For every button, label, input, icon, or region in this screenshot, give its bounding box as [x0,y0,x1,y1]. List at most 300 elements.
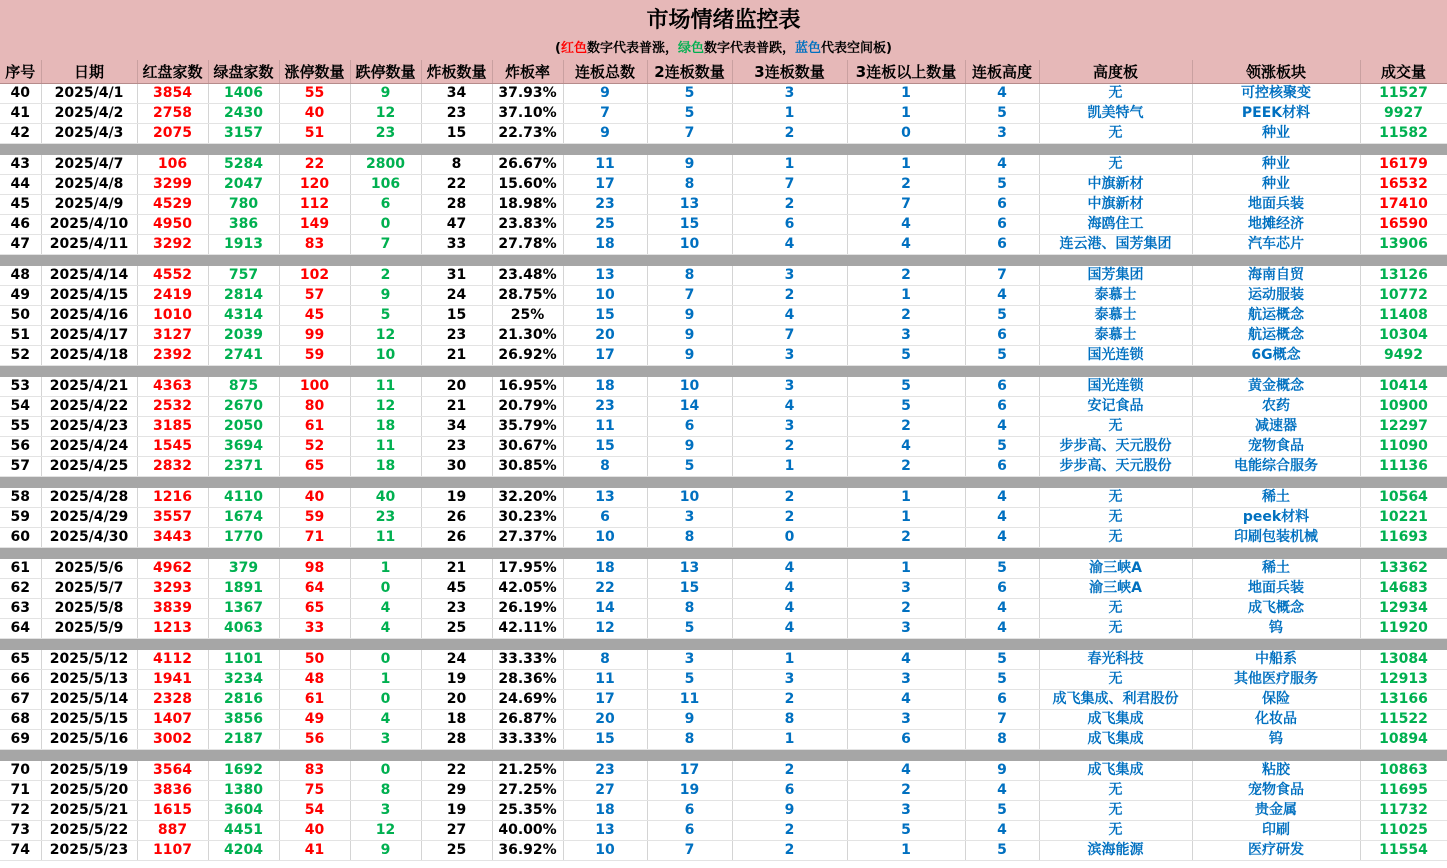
cell-leading-sector[interactable]: 稀土 [1192,488,1360,508]
cell-broken-board[interactable]: 28 [421,730,492,750]
cell-leading-sector[interactable]: PEEK材料 [1192,104,1360,124]
cell-height-board[interactable]: 中旗新材 [1039,175,1192,195]
cell-green-count[interactable]: 4110 [208,488,279,508]
cell-green-count[interactable]: 2816 [208,690,279,710]
cell-consecutive-height[interactable]: 5 [965,306,1039,326]
cell-consecutive-total[interactable]: 15 [563,437,647,457]
cell-index[interactable]: 44 [0,175,41,195]
cell-broken-rate[interactable]: 26.92% [492,346,563,366]
cell-3-consecutive[interactable]: 2 [732,195,847,215]
cell-3plus-consecutive[interactable]: 1 [847,508,965,528]
cell-broken-rate[interactable]: 26.67% [492,155,563,175]
cell-consecutive-total[interactable]: 17 [563,175,647,195]
cell-consecutive-total[interactable]: 10 [563,286,647,306]
cell-date[interactable]: 2025/4/24 [41,437,137,457]
cell-index[interactable]: 52 [0,346,41,366]
cell-broken-board[interactable]: 23 [421,599,492,619]
header-col-height-board[interactable]: 高度板 [1039,60,1192,84]
cell-consecutive-total[interactable]: 7 [563,104,647,124]
cell-limit-up[interactable]: 80 [279,397,350,417]
cell-index[interactable]: 49 [0,286,41,306]
cell-broken-rate[interactable]: 23.48% [492,266,563,286]
cell-green-count[interactable]: 1913 [208,235,279,255]
cell-broken-rate[interactable]: 21.25% [492,761,563,781]
cell-date[interactable]: 2025/5/9 [41,619,137,639]
cell-consecutive-height[interactable]: 5 [965,841,1039,861]
cell-consecutive-height[interactable]: 5 [965,801,1039,821]
cell-3plus-consecutive[interactable]: 5 [847,377,965,397]
cell-limit-up[interactable]: 149 [279,215,350,235]
cell-3plus-consecutive[interactable]: 2 [847,599,965,619]
cell-limit-down[interactable]: 11 [350,528,421,548]
cell-index[interactable]: 53 [0,377,41,397]
cell-broken-rate[interactable]: 32.20% [492,488,563,508]
cell-height-board[interactable]: 渝三峡A [1039,579,1192,599]
cell-3-consecutive[interactable]: 2 [732,286,847,306]
cell-green-count[interactable]: 2741 [208,346,279,366]
cell-red-count[interactable]: 3564 [137,761,208,781]
cell-broken-board[interactable]: 33 [421,235,492,255]
cell-2-consecutive[interactable]: 9 [647,437,732,457]
cell-consecutive-height[interactable]: 4 [965,155,1039,175]
cell-broken-rate[interactable]: 37.10% [492,104,563,124]
cell-limit-down[interactable]: 1 [350,670,421,690]
cell-3-consecutive[interactable]: 4 [732,599,847,619]
cell-height-board[interactable]: 无 [1039,84,1192,104]
cell-height-board[interactable]: 步步高、天元股份 [1039,457,1192,477]
cell-2-consecutive[interactable]: 8 [647,528,732,548]
cell-3-consecutive[interactable]: 2 [732,690,847,710]
cell-3plus-consecutive[interactable]: 5 [847,397,965,417]
cell-broken-rate[interactable]: 37.93% [492,84,563,104]
cell-height-board[interactable]: 无 [1039,528,1192,548]
cell-height-board[interactable]: 无 [1039,781,1192,801]
cell-date[interactable]: 2025/5/8 [41,599,137,619]
cell-index[interactable]: 43 [0,155,41,175]
cell-index[interactable]: 74 [0,841,41,861]
cell-broken-rate[interactable]: 21.30% [492,326,563,346]
cell-limit-up[interactable]: 52 [279,437,350,457]
cell-broken-rate[interactable]: 42.05% [492,579,563,599]
cell-2-consecutive[interactable]: 6 [647,821,732,841]
cell-3-consecutive[interactable]: 3 [732,266,847,286]
cell-height-board[interactable]: 无 [1039,670,1192,690]
cell-height-board[interactable]: 无 [1039,801,1192,821]
cell-consecutive-total[interactable]: 10 [563,528,647,548]
cell-index[interactable]: 69 [0,730,41,750]
cell-index[interactable]: 64 [0,619,41,639]
cell-2-consecutive[interactable]: 5 [647,104,732,124]
cell-green-count[interactable]: 379 [208,559,279,579]
cell-volume[interactable]: 16179 [1360,155,1447,175]
cell-green-count[interactable]: 4451 [208,821,279,841]
cell-limit-down[interactable]: 11 [350,377,421,397]
header-col-consecutive-total[interactable]: 连板总数 [563,60,647,84]
cell-leading-sector[interactable]: 航运概念 [1192,306,1360,326]
cell-index[interactable]: 50 [0,306,41,326]
cell-height-board[interactable]: 滨海能源 [1039,841,1192,861]
cell-red-count[interactable]: 1107 [137,841,208,861]
cell-volume[interactable]: 11522 [1360,710,1447,730]
cell-index[interactable]: 45 [0,195,41,215]
cell-leading-sector[interactable]: 海南自贸 [1192,266,1360,286]
cell-3-consecutive[interactable]: 2 [732,508,847,528]
cell-limit-down[interactable]: 3 [350,730,421,750]
cell-leading-sector[interactable]: 地面兵装 [1192,579,1360,599]
cell-consecutive-total[interactable]: 8 [563,457,647,477]
cell-consecutive-total[interactable]: 25 [563,215,647,235]
cell-limit-down[interactable]: 3 [350,801,421,821]
cell-limit-down[interactable]: 5 [350,306,421,326]
cell-limit-down[interactable]: 2 [350,266,421,286]
cell-3-consecutive[interactable]: 2 [732,761,847,781]
cell-index[interactable]: 41 [0,104,41,124]
cell-broken-rate[interactable]: 33.33% [492,650,563,670]
cell-volume[interactable]: 11136 [1360,457,1447,477]
cell-consecutive-total[interactable]: 18 [563,235,647,255]
cell-volume[interactable]: 10863 [1360,761,1447,781]
cell-height-board[interactable]: 国光连锁 [1039,377,1192,397]
cell-limit-up[interactable]: 75 [279,781,350,801]
cell-leading-sector[interactable]: 种业 [1192,155,1360,175]
cell-green-count[interactable]: 2670 [208,397,279,417]
cell-broken-rate[interactable]: 24.69% [492,690,563,710]
cell-date[interactable]: 2025/4/10 [41,215,137,235]
cell-volume[interactable]: 11920 [1360,619,1447,639]
cell-leading-sector[interactable]: 运动服装 [1192,286,1360,306]
cell-2-consecutive[interactable]: 3 [647,650,732,670]
cell-leading-sector[interactable]: 宠物食品 [1192,437,1360,457]
cell-leading-sector[interactable]: 电能综合服务 [1192,457,1360,477]
cell-consecutive-height[interactable]: 6 [965,195,1039,215]
cell-limit-up[interactable]: 40 [279,488,350,508]
cell-broken-board[interactable]: 27 [421,821,492,841]
cell-date[interactable]: 2025/4/17 [41,326,137,346]
cell-3-consecutive[interactable]: 9 [732,801,847,821]
header-col-red-count[interactable]: 红盘家数 [137,60,208,84]
cell-volume[interactable]: 9927 [1360,104,1447,124]
cell-broken-rate[interactable]: 17.95% [492,559,563,579]
cell-volume[interactable]: 11025 [1360,821,1447,841]
cell-limit-down[interactable]: 12 [350,104,421,124]
cell-red-count[interactable]: 3839 [137,599,208,619]
cell-3plus-consecutive[interactable]: 1 [847,104,965,124]
cell-height-board[interactable]: 渝三峡A [1039,559,1192,579]
cell-green-count[interactable]: 1406 [208,84,279,104]
cell-3-consecutive[interactable]: 7 [732,326,847,346]
cell-index[interactable]: 72 [0,801,41,821]
cell-3-consecutive[interactable]: 2 [732,821,847,841]
cell-red-count[interactable]: 1545 [137,437,208,457]
cell-broken-rate[interactable]: 27.78% [492,235,563,255]
cell-index[interactable]: 70 [0,761,41,781]
cell-2-consecutive[interactable]: 9 [647,346,732,366]
cell-volume[interactable]: 10900 [1360,397,1447,417]
cell-volume[interactable]: 10894 [1360,730,1447,750]
cell-index[interactable]: 60 [0,528,41,548]
cell-index[interactable]: 73 [0,821,41,841]
cell-height-board[interactable]: 成飞集成 [1039,730,1192,750]
cell-leading-sector[interactable]: 种业 [1192,175,1360,195]
cell-volume[interactable]: 11090 [1360,437,1447,457]
cell-3-consecutive[interactable]: 4 [732,235,847,255]
cell-date[interactable]: 2025/5/21 [41,801,137,821]
cell-consecutive-height[interactable]: 5 [965,175,1039,195]
cell-broken-rate[interactable]: 23.83% [492,215,563,235]
cell-2-consecutive[interactable]: 19 [647,781,732,801]
cell-broken-rate[interactable]: 30.85% [492,457,563,477]
cell-consecutive-total[interactable]: 13 [563,488,647,508]
cell-consecutive-total[interactable]: 27 [563,781,647,801]
cell-index[interactable]: 66 [0,670,41,690]
cell-date[interactable]: 2025/4/2 [41,104,137,124]
cell-red-count[interactable]: 4552 [137,266,208,286]
cell-height-board[interactable]: 安记食品 [1039,397,1192,417]
cell-volume[interactable]: 16532 [1360,175,1447,195]
cell-green-count[interactable]: 1891 [208,579,279,599]
cell-broken-rate[interactable]: 26.87% [492,710,563,730]
cell-2-consecutive[interactable]: 10 [647,488,732,508]
cell-green-count[interactable]: 780 [208,195,279,215]
cell-red-count[interactable]: 2392 [137,346,208,366]
cell-broken-rate[interactable]: 27.25% [492,781,563,801]
cell-consecutive-height[interactable]: 4 [965,286,1039,306]
cell-red-count[interactable]: 2532 [137,397,208,417]
cell-broken-board[interactable]: 15 [421,306,492,326]
cell-limit-up[interactable]: 59 [279,346,350,366]
cell-broken-board[interactable]: 20 [421,377,492,397]
cell-height-board[interactable]: 无 [1039,821,1192,841]
cell-volume[interactable]: 10414 [1360,377,1447,397]
cell-height-board[interactable]: 连云港、国芳集团 [1039,235,1192,255]
cell-volume[interactable]: 11695 [1360,781,1447,801]
cell-index[interactable]: 47 [0,235,41,255]
cell-red-count[interactable]: 4529 [137,195,208,215]
cell-date[interactable]: 2025/4/9 [41,195,137,215]
cell-green-count[interactable]: 1380 [208,781,279,801]
cell-consecutive-height[interactable]: 4 [965,508,1039,528]
cell-index[interactable]: 62 [0,579,41,599]
cell-red-count[interactable]: 3292 [137,235,208,255]
cell-3-consecutive[interactable]: 1 [732,730,847,750]
cell-limit-up[interactable]: 64 [279,579,350,599]
cell-consecutive-height[interactable]: 6 [965,215,1039,235]
cell-volume[interactable]: 11732 [1360,801,1447,821]
cell-2-consecutive[interactable]: 8 [647,266,732,286]
cell-date[interactable]: 2025/4/22 [41,397,137,417]
cell-consecutive-total[interactable]: 17 [563,690,647,710]
cell-3plus-consecutive[interactable]: 2 [847,175,965,195]
cell-index[interactable]: 65 [0,650,41,670]
cell-red-count[interactable]: 1407 [137,710,208,730]
cell-limit-down[interactable]: 23 [350,124,421,144]
cell-broken-board[interactable]: 24 [421,650,492,670]
cell-3plus-consecutive[interactable]: 3 [847,670,965,690]
cell-3-consecutive[interactable]: 4 [732,619,847,639]
cell-leading-sector[interactable]: 黄金概念 [1192,377,1360,397]
cell-leading-sector[interactable]: 化妆品 [1192,710,1360,730]
cell-index[interactable]: 67 [0,690,41,710]
cell-volume[interactable]: 11527 [1360,84,1447,104]
cell-broken-board[interactable]: 15 [421,124,492,144]
cell-broken-board[interactable]: 22 [421,175,492,195]
cell-limit-up[interactable]: 57 [279,286,350,306]
cell-green-count[interactable]: 2187 [208,730,279,750]
cell-2-consecutive[interactable]: 6 [647,801,732,821]
cell-3plus-consecutive[interactable]: 3 [847,619,965,639]
cell-volume[interactable]: 17410 [1360,195,1447,215]
cell-green-count[interactable]: 875 [208,377,279,397]
cell-consecutive-total[interactable]: 9 [563,124,647,144]
cell-green-count[interactable]: 4204 [208,841,279,861]
cell-consecutive-height[interactable]: 5 [965,670,1039,690]
cell-consecutive-total[interactable]: 20 [563,326,647,346]
cell-red-count[interactable]: 3557 [137,508,208,528]
cell-consecutive-total[interactable]: 8 [563,650,647,670]
cell-consecutive-total[interactable]: 14 [563,599,647,619]
cell-consecutive-height[interactable]: 5 [965,437,1039,457]
cell-date[interactable]: 2025/4/21 [41,377,137,397]
cell-height-board[interactable]: 无 [1039,124,1192,144]
cell-height-board[interactable]: 泰慕士 [1039,326,1192,346]
cell-broken-rate[interactable]: 22.73% [492,124,563,144]
cell-2-consecutive[interactable]: 9 [647,710,732,730]
cell-height-board[interactable]: 无 [1039,488,1192,508]
cell-broken-board[interactable]: 31 [421,266,492,286]
cell-limit-up[interactable]: 100 [279,377,350,397]
cell-limit-down[interactable]: 10 [350,346,421,366]
cell-consecutive-height[interactable]: 6 [965,579,1039,599]
cell-2-consecutive[interactable]: 8 [647,599,732,619]
cell-3plus-consecutive[interactable]: 4 [847,690,965,710]
cell-limit-up[interactable]: 83 [279,761,350,781]
cell-date[interactable]: 2025/4/14 [41,266,137,286]
cell-consecutive-total[interactable]: 17 [563,346,647,366]
cell-2-consecutive[interactable]: 7 [647,841,732,861]
cell-green-count[interactable]: 2050 [208,417,279,437]
cell-leading-sector[interactable]: 粘胶 [1192,761,1360,781]
cell-leading-sector[interactable]: 可控核聚变 [1192,84,1360,104]
cell-consecutive-height[interactable]: 4 [965,781,1039,801]
cell-green-count[interactable]: 5284 [208,155,279,175]
cell-broken-board[interactable]: 19 [421,670,492,690]
cell-consecutive-height[interactable]: 6 [965,326,1039,346]
cell-index[interactable]: 40 [0,84,41,104]
cell-consecutive-height[interactable]: 6 [965,457,1039,477]
cell-green-count[interactable]: 3234 [208,670,279,690]
cell-broken-board[interactable]: 28 [421,195,492,215]
cell-2-consecutive[interactable]: 7 [647,124,732,144]
cell-volume[interactable]: 10221 [1360,508,1447,528]
cell-leading-sector[interactable]: 保险 [1192,690,1360,710]
cell-green-count[interactable]: 4314 [208,306,279,326]
cell-limit-up[interactable]: 83 [279,235,350,255]
cell-date[interactable]: 2025/5/23 [41,841,137,861]
cell-broken-rate[interactable]: 15.60% [492,175,563,195]
cell-3-consecutive[interactable]: 2 [732,437,847,457]
cell-height-board[interactable]: 泰慕士 [1039,286,1192,306]
cell-consecutive-total[interactable]: 18 [563,377,647,397]
cell-limit-down[interactable]: 11 [350,437,421,457]
cell-height-board[interactable]: 国芳集团 [1039,266,1192,286]
cell-consecutive-height[interactable]: 4 [965,84,1039,104]
cell-broken-rate[interactable]: 28.36% [492,670,563,690]
cell-limit-up[interactable]: 33 [279,619,350,639]
cell-consecutive-height[interactable]: 4 [965,528,1039,548]
cell-volume[interactable]: 10564 [1360,488,1447,508]
cell-red-count[interactable]: 3127 [137,326,208,346]
cell-3-consecutive[interactable]: 2 [732,488,847,508]
cell-index[interactable]: 63 [0,599,41,619]
cell-broken-board[interactable]: 23 [421,437,492,457]
cell-limit-up[interactable]: 120 [279,175,350,195]
cell-3plus-consecutive[interactable]: 0 [847,124,965,144]
cell-3-consecutive[interactable]: 6 [732,215,847,235]
cell-index[interactable]: 51 [0,326,41,346]
cell-3plus-consecutive[interactable]: 1 [847,155,965,175]
cell-3plus-consecutive[interactable]: 2 [847,781,965,801]
cell-green-count[interactable]: 757 [208,266,279,286]
cell-3plus-consecutive[interactable]: 1 [847,841,965,861]
cell-broken-board[interactable]: 23 [421,104,492,124]
cell-leading-sector[interactable]: 中船系 [1192,650,1360,670]
cell-3-consecutive[interactable]: 3 [732,670,847,690]
cell-2-consecutive[interactable]: 5 [647,670,732,690]
header-col-consecutive-height[interactable]: 连板高度 [965,60,1039,84]
cell-broken-rate[interactable]: 40.00% [492,821,563,841]
header-col-broken-rate[interactable]: 炸板率 [492,60,563,84]
cell-limit-down[interactable]: 23 [350,508,421,528]
cell-red-count[interactable]: 1010 [137,306,208,326]
cell-green-count[interactable]: 1101 [208,650,279,670]
cell-broken-board[interactable]: 18 [421,710,492,730]
cell-2-consecutive[interactable]: 8 [647,175,732,195]
cell-limit-down[interactable]: 9 [350,286,421,306]
cell-consecutive-height[interactable]: 4 [965,619,1039,639]
cell-green-count[interactable]: 1367 [208,599,279,619]
cell-limit-down[interactable]: 40 [350,488,421,508]
cell-broken-rate[interactable]: 30.67% [492,437,563,457]
cell-leading-sector[interactable]: 其他医疗服务 [1192,670,1360,690]
cell-consecutive-total[interactable]: 6 [563,508,647,528]
cell-height-board[interactable]: 步步高、天元股份 [1039,437,1192,457]
cell-date[interactable]: 2025/5/16 [41,730,137,750]
cell-3-consecutive[interactable]: 8 [732,710,847,730]
cell-leading-sector[interactable]: 6G概念 [1192,346,1360,366]
cell-limit-up[interactable]: 112 [279,195,350,215]
cell-volume[interactable]: 12934 [1360,599,1447,619]
cell-broken-board[interactable]: 45 [421,579,492,599]
cell-consecutive-total[interactable]: 18 [563,559,647,579]
cell-date[interactable]: 2025/5/15 [41,710,137,730]
cell-broken-board[interactable]: 19 [421,488,492,508]
cell-index[interactable]: 58 [0,488,41,508]
cell-consecutive-total[interactable]: 13 [563,266,647,286]
cell-date[interactable]: 2025/4/28 [41,488,137,508]
cell-limit-up[interactable]: 102 [279,266,350,286]
cell-consecutive-total[interactable]: 15 [563,730,647,750]
cell-3plus-consecutive[interactable]: 2 [847,417,965,437]
cell-limit-up[interactable]: 22 [279,155,350,175]
cell-green-count[interactable]: 2371 [208,457,279,477]
cell-consecutive-total[interactable]: 22 [563,579,647,599]
cell-broken-rate[interactable]: 36.92% [492,841,563,861]
cell-2-consecutive[interactable]: 6 [647,417,732,437]
cell-broken-rate[interactable]: 33.33% [492,730,563,750]
cell-broken-board[interactable]: 34 [421,417,492,437]
cell-red-count[interactable]: 2419 [137,286,208,306]
cell-date[interactable]: 2025/4/11 [41,235,137,255]
